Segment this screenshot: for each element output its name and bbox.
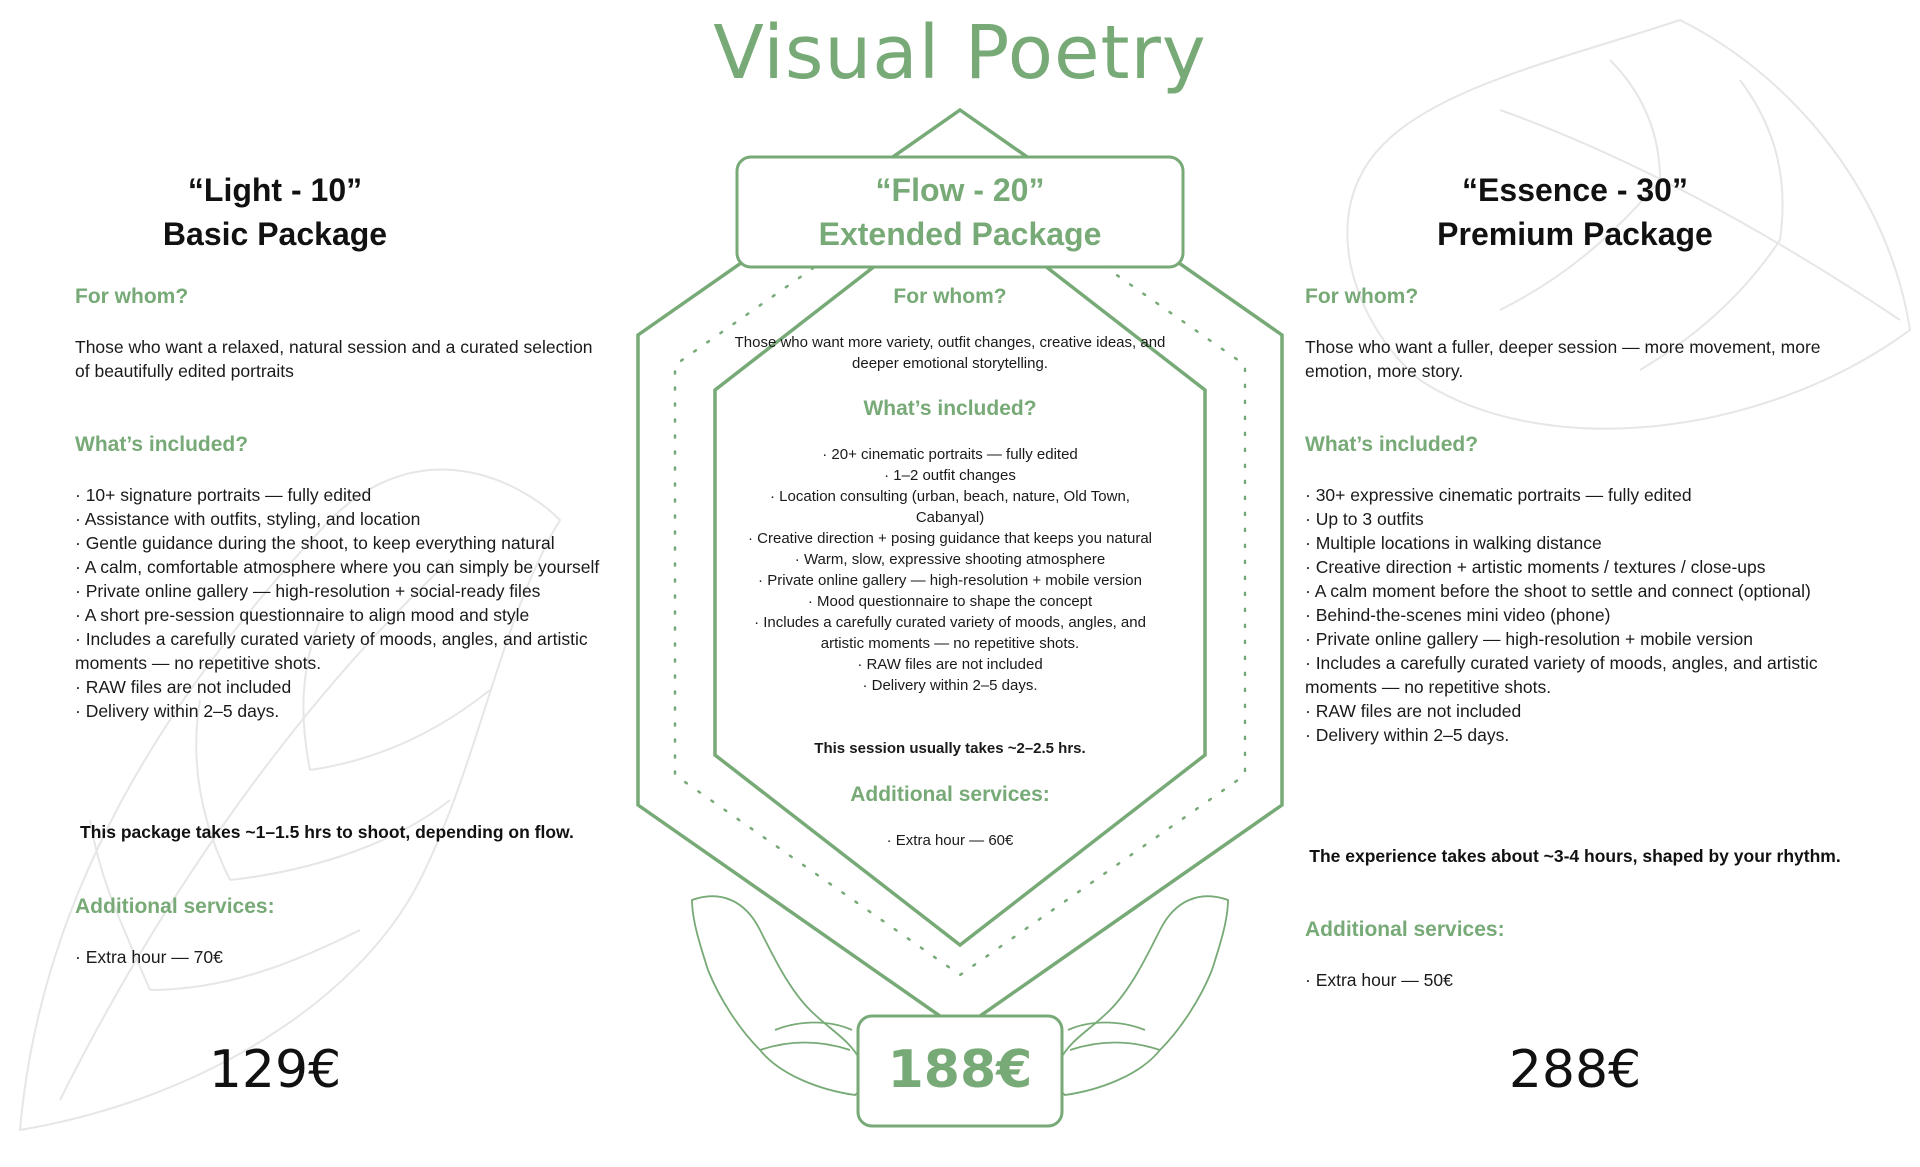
included-heading: What’s included? [75, 433, 249, 456]
package-flow-title [737, 168, 1183, 256]
package-name: “Flow - 20” [875, 172, 1045, 208]
included-heading: What’s included? [863, 397, 1037, 420]
package-essence-title [1375, 168, 1775, 256]
package-name: “Essence - 30” [1462, 172, 1688, 208]
list-item: · Location consulting (urban, beach, nature, Old Town, Cabanyal) [770, 488, 1130, 526]
package-light-title [75, 168, 475, 256]
additional-heading: Additional services: [75, 895, 275, 918]
additional-heading: Additional services: [1305, 918, 1505, 941]
list-item: · Assistance with outfits, styling, and location [75, 509, 421, 529]
included-list [1305, 483, 1865, 747]
list-item: · Gentle guidance during the shoot, to keep everything natural [75, 533, 555, 553]
package-price: 129€ [208, 1040, 342, 1100]
additional-item: · Extra hour — 50€ [1305, 970, 1453, 990]
list-item: · Up to 3 outfits [1305, 509, 1424, 529]
included-heading: What’s included? [1305, 433, 1479, 456]
package-subtitle: Basic Package [162, 216, 388, 252]
for-whom-text: Those who want a fuller, deeper session — more movement, more emotion, more story. [1305, 337, 1821, 381]
list-item: · A calm moment before the shoot to settle and connect (optional) [1305, 581, 1811, 601]
list-item: · Delivery within 2–5 days. [75, 701, 280, 721]
list-item: · Includes a carefully curated variety of moods, angles, and artistic moments — no repetitive shots. [75, 629, 588, 673]
duration-note: The experience takes about ~3-4 hours, shaped by your rhythm. [1309, 846, 1841, 866]
list-item: · Includes a carefully curated variety of moods, angles, and artistic moments — no repetitive shots. [1305, 653, 1818, 697]
for-whom-heading: For whom? [75, 285, 189, 308]
list-item: · RAW files are not included [1305, 701, 1522, 721]
additional-item: · Extra hour — 60€ [886, 832, 1014, 849]
list-item: · Private online gallery — high-resolution + mobile version [1305, 629, 1753, 649]
additional-heading: Additional services: [850, 783, 1050, 806]
for-whom-heading: For whom? [893, 285, 1007, 308]
for-whom-text: Those who want a relaxed, natural session and a curated selection of beautifully edited portraits [75, 337, 593, 381]
list-item: · Includes a carefully curated variety of moods, angles, and artistic moments — no repetitive shots. [754, 614, 1146, 652]
included-list [75, 483, 615, 723]
list-item: · Private online gallery — high-resolution + mobile version [758, 572, 1142, 589]
list-item: · Multiple locations in walking distance [1305, 533, 1602, 553]
package-subtitle: Extended Package [818, 216, 1102, 252]
list-item: · 10+ signature portraits — fully edited [75, 485, 372, 505]
package-price: 188€ [887, 1040, 1033, 1100]
for-whom-heading: For whom? [1305, 285, 1419, 308]
duration-note: This session usually takes ~2–2.5 hrs. [814, 740, 1086, 757]
list-item: · Delivery within 2–5 days. [862, 677, 1038, 694]
package-subtitle: Premium Package [1437, 216, 1713, 252]
list-item: · Mood questionnaire to shape the concept [807, 593, 1093, 610]
duration-note: This package takes ~1–1.5 hrs to shoot, depending on flow. [80, 822, 574, 842]
package-price: 288€ [1508, 1040, 1642, 1100]
list-item: · A calm, comfortable atmosphere where you can simply be yourself [75, 557, 600, 577]
for-whom-text: Those who want more variety, outfit changes, creative ideas, and deeper emotional storytelling. [734, 334, 1166, 372]
list-item: · 1–2 outfit changes [884, 467, 1016, 484]
additional-item: · Extra hour — 70€ [75, 947, 223, 967]
list-item: · RAW files are not included [857, 656, 1043, 673]
list-item: · 20+ cinematic portraits — fully edited [822, 446, 1078, 463]
page-title: Visual Poetry [713, 10, 1207, 96]
list-item: · Creative direction + artistic moments / textures / close-ups [1305, 557, 1766, 577]
list-item: · 30+ expressive cinematic portraits — fully edited [1305, 485, 1692, 505]
list-item: · Creative direction + posing guidance that keeps you natural [748, 530, 1152, 547]
list-item: · Behind-the-scenes mini video (phone) [1305, 605, 1611, 625]
package-name: “Light - 10” [187, 172, 363, 208]
included-list [715, 444, 1185, 696]
list-item: · A short pre-session questionnaire to align mood and style [75, 605, 530, 625]
list-item: · Delivery within 2–5 days. [1305, 725, 1510, 745]
list-item: · Warm, slow, expressive shooting atmosphere [794, 551, 1106, 568]
list-item: · Private online gallery — high-resolution + social-ready files [75, 581, 541, 601]
list-item: · RAW files are not included [75, 677, 292, 697]
